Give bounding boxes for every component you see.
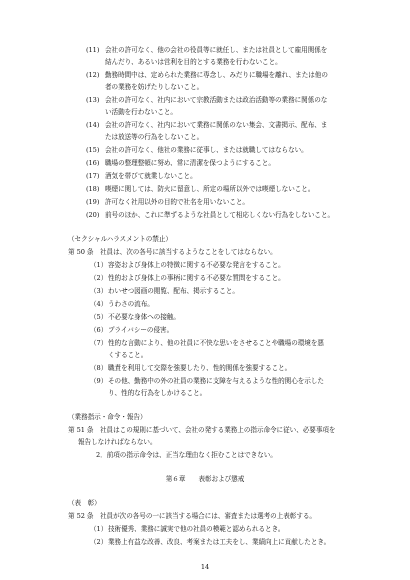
item-text: 不必要な身体への接触。 [108,313,180,321]
item-text: プライバシーの侵害。 [108,326,174,334]
item-number: (18) [86,185,100,193]
item-text: 性的な言動により、他の社員に不快な思いをさせることや職場の環境を悪 [108,339,324,347]
item-text: 喫煙に関しては、防火に留意し、所定の場所以外では喫煙しないこと。 [105,185,315,193]
item-number: (12) [86,71,100,79]
item-number: （8） [90,364,108,372]
item-number: （4） [90,300,108,308]
item-number: （7） [90,339,108,347]
item-number: （6） [90,326,108,334]
item-number: (13) [86,96,100,104]
item-text: 酒気を帯びて就業しないこと。 [105,172,197,180]
item-number: （2） [90,538,108,546]
item-number: (17) [86,172,100,180]
item-text: くすること。 [108,351,148,359]
section-heading: （表 彰） [68,499,101,507]
page-number: 14 [200,563,210,571]
item-text: 容姿および身体上の特徴に関する不必要な発言をすること。 [108,261,285,269]
item-number: (16) [86,159,100,167]
item-number: (20) [86,211,100,219]
article-51-paragraph-2: 2．前項の指示命令は、正当な理由なく拒むことはできない。 [96,451,277,459]
item-text: 業務上有益な改善、改良、考案または工夫をし、業績向上に貢献したとき。 [108,538,331,546]
item-number: (14) [86,121,100,129]
section-heading: （セクシャルハラスメントの禁止） [68,235,172,243]
item-number: (15) [86,146,100,154]
item-number: (11) [86,46,100,54]
item-text: たは放送等の行為をしないこと。 [105,133,204,141]
item-text: 職場の整理整頓に努め、常に清潔を保つようにすること。 [105,159,275,167]
item-text: 会社の許可なく、他の会社の役員等に就任し、または社員として雇用関係を [105,46,328,54]
item-number: （1） [90,525,108,533]
item-text: 結んだり、あるいは営利を目的とする業務を行わないこと。 [105,58,282,66]
item-text: 前号のほか、これに準ずるような社員として相応しくない行為をしないこと。 [105,211,335,219]
chapter-title: 第６章 表彰および懲戒 [165,475,245,483]
item-text: その他、勤務中の外の社員の業務に支障を与えるような性的関心を示した [108,377,324,385]
item-text: 許可なく社用以外の目的で社名を用いないこと。 [105,198,249,206]
item-text: 会社の許可なく、社内において業務に関係のない集会、文書掲示、配布、ま [105,121,328,129]
item-text: 性的および身体上の事柄に関する不必要な質問をすること。 [108,274,285,282]
item-text: 会社の許可なく、他社の業務に従事し、または就職してはならない。 [105,146,308,154]
item-text: うわさの流布。 [108,300,154,308]
item-text: 勤務時間中は、定められた業務に専念し、みだりに職場を離れ、または他の [105,71,328,79]
item-text: わいせつ図画の閲覧、配布、掲示すること。 [108,287,239,295]
article-51: 第 51 条 社員はこの規則に基づいて、会社の発する業務上の指示命令に従い、必要事項を [68,426,336,434]
section-heading: （業務指示・命令・報告） [68,413,147,421]
item-number: （9） [90,377,108,385]
item-number: （1） [90,261,108,269]
article-50: 第 50 条 社員は、次の各号に該当するようなことをしてはならない。 [68,248,277,256]
item-number: （2） [90,274,108,282]
item-text: 技術優秀、業務に誠実で他の社員の模範と認められるとき。 [108,525,285,533]
article-51-cont: 報告しなければならない。 [78,438,157,446]
item-number: （3） [90,287,108,295]
article-52: 第 52 条 社員が次の各号の一に該当する場合には、審査または選考の上表彰する。 [68,512,316,520]
item-text: 会社の許可なく、社内において宗教活動または政治活動等の業務に関係のな [105,96,328,104]
item-text: り、性的な行為をしかけること。 [108,389,207,397]
item-text: 職責を利用して交際を強要したり、性的関係を強要すること。 [108,364,292,372]
item-text: い活動を行わないこと。 [105,108,177,116]
item-text: 者の業務を妨げたりしないこと。 [105,83,204,91]
item-number: （5） [90,313,108,321]
item-number: (19) [86,198,100,206]
